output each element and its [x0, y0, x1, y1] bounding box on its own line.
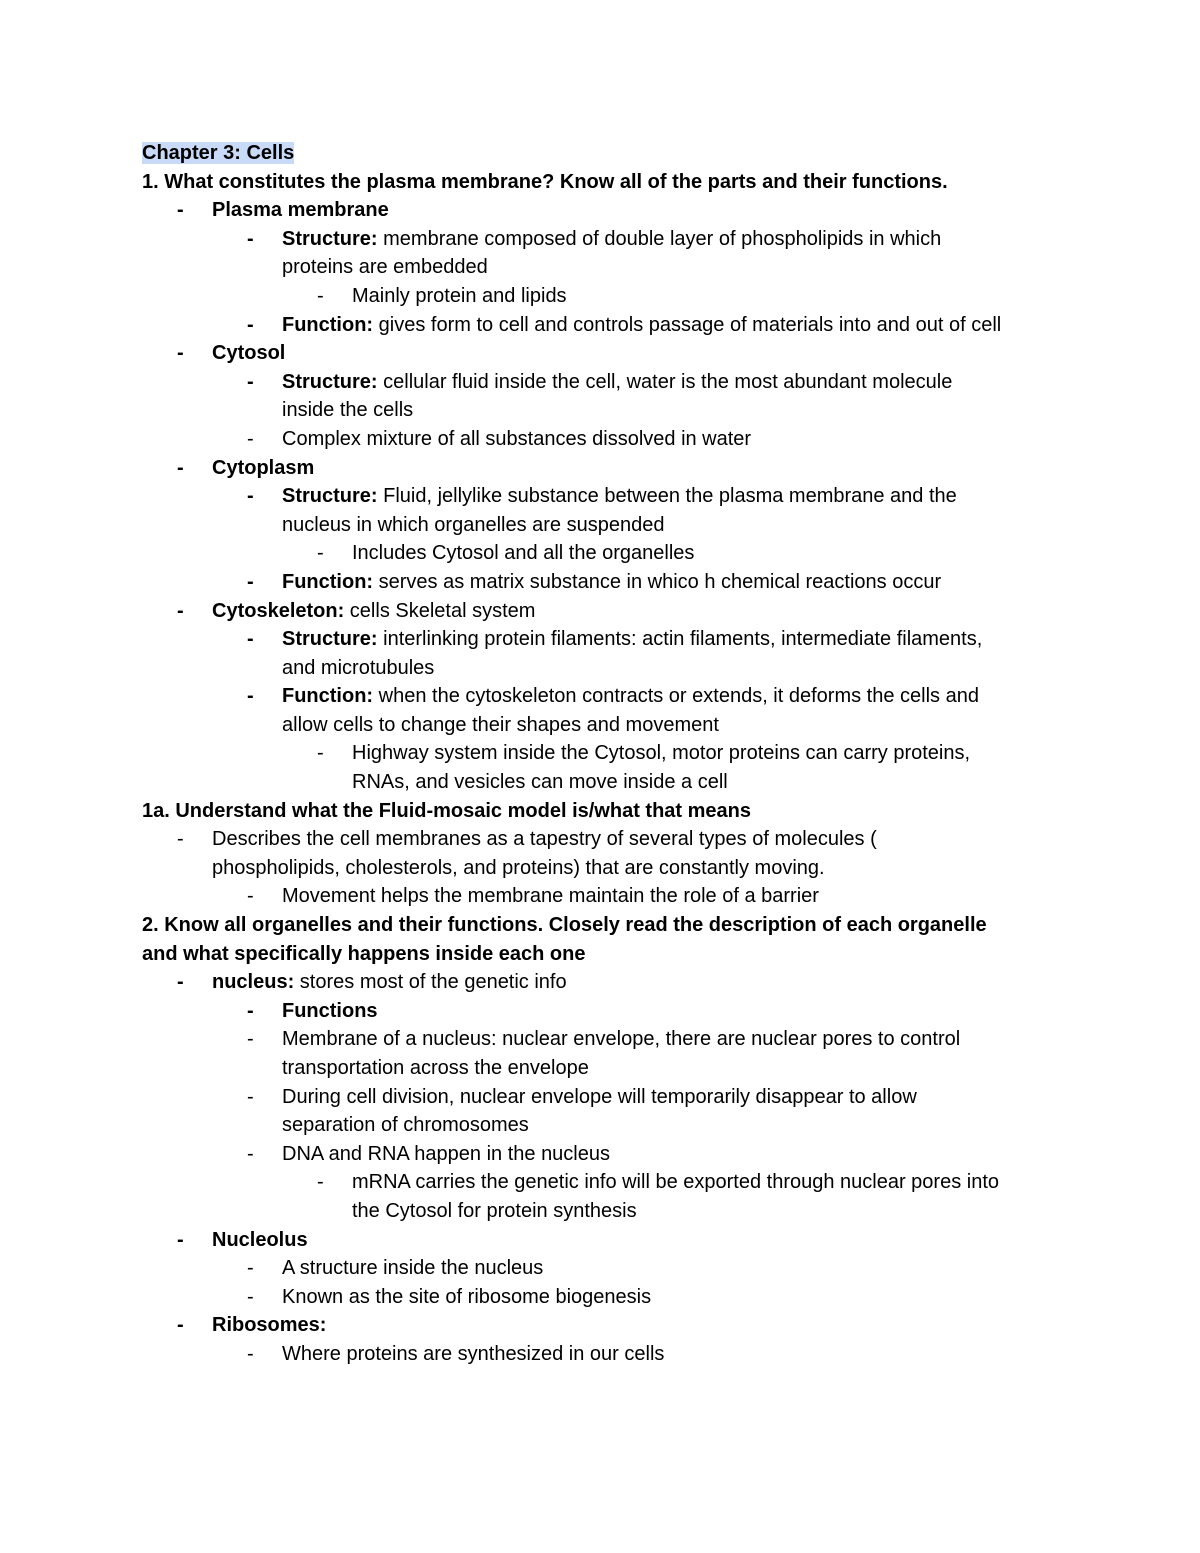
list-item-continuation: separation of chromosomes [282, 1114, 529, 1137]
question-2-continuation: and what specifically happens inside each one [142, 942, 586, 965]
list-item-nucleus-f3: - DNA and RNA happen in the nucleus [247, 1142, 610, 1165]
question-1a: 1a. Understand what the Fluid-mosaic model is/what that means [142, 799, 752, 822]
list-item-continuation: allow cells to change their shapes and movement [282, 713, 719, 736]
list-item-continuation: inside the cells [282, 399, 414, 422]
list-item-fluid-mosaic-sub: - Movement helps the membrane maintain the role of a barrier [247, 885, 819, 908]
list-item-pm-function: - Function: gives form to cell and controls passage of materials into and out of cell [247, 313, 1002, 336]
title-highlight: Chapter 3: Cells [142, 142, 295, 164]
list-item-cytosol-mixture: - Complex mixture of all substances dissolved in water [247, 427, 752, 450]
list-item-cytoskeleton-sub: - Highway system inside the Cytosol, motor proteins can carry proteins, [317, 742, 971, 765]
list-item-pm-sub: - Mainly protein and lipids [317, 284, 567, 307]
list-item-nucleus-f3-sub: - mRNA carries the genetic info will be exported through nuclear pores into [317, 1171, 1000, 1194]
list-item-pm-structure: - Structure: membrane composed of double layer of phospholipids in which [247, 227, 942, 250]
list-item-continuation: nucleus in which organelles are suspended [282, 513, 665, 536]
question-2: 2. Know all organelles and their functions. Closely read the description of each organelle [142, 914, 987, 937]
list-item-cytoskeleton-function: - Function: when the cytoskeleton contracts or extends, it deforms the cells and [247, 685, 979, 708]
list-item-cytoplasm-sub: - Includes Cytosol and all the organelles [317, 542, 695, 565]
list-item-continuation: transportation across the envelope [282, 1057, 589, 1079]
list-item-continuation: and microtubules [282, 656, 435, 679]
list-item-nucleus-f2: - During cell division, nuclear envelope will temporarily disappear to allow [247, 1085, 917, 1108]
list-item-cytoplasm: - Cytoplasm [177, 456, 315, 479]
list-item-cytosol-structure: - Structure: cellular fluid inside the cell, water is the most abundant molecule [247, 370, 953, 393]
list-item-plasma-membrane: - Plasma membrane [177, 199, 389, 222]
list-item-cytosol: - Cytosol [177, 342, 286, 365]
list-item-cytoplasm-function: - Function: serves as matrix substance in whico h chemical reactions occur [247, 570, 942, 593]
list-item-nucleus-f1: - Membrane of a nucleus: nuclear envelope, there are nuclear pores to control [247, 1028, 961, 1051]
list-item-ribosomes: - Ribosomes: [177, 1314, 327, 1337]
list-item-cytoplasm-structure: - Structure: Fluid, jellylike substance between the plasma membrane and the [247, 485, 957, 508]
question-1: 1. What constitutes the plasma membrane? Know all of the parts and their functions. [142, 170, 948, 193]
list-item-cytoskeleton: - Cytoskeleton: cells Skeletal system [177, 599, 536, 622]
document-body [142, 139, 1082, 1369]
list-item-continuation: the Cytosol for protein synthesis [352, 1199, 637, 1222]
chapter-title [142, 139, 1082, 168]
list-item-nucleus: - nucleus: stores most of the genetic info [177, 971, 567, 994]
list-item-ribosomes-1: - Where proteins are synthesized in our cells [247, 1342, 665, 1365]
list-item-continuation: proteins are embedded [282, 256, 488, 279]
list-item-nucleolus: - Nucleolus [177, 1228, 308, 1251]
list-item-cytoskeleton-structure: - Structure: interlinking protein filaments: actin filaments, intermediate filaments, [247, 628, 983, 651]
list-item-fluid-mosaic: - Describes the cell membranes as a tapestry of several types of molecules ( [177, 828, 877, 851]
list-item-nucleolus-2: - Known as the site of ribosome biogenesis [247, 1285, 652, 1308]
list-item-continuation: RNAs, and vesicles can move inside a cell [352, 771, 728, 794]
list-item-nucleus-functions: - Functions [247, 999, 378, 1022]
list-item-continuation: phospholipids, cholesterols, and proteins) that are constantly moving. [212, 856, 825, 879]
list-item-nucleolus-1: - A structure inside the nucleus [247, 1257, 544, 1280]
